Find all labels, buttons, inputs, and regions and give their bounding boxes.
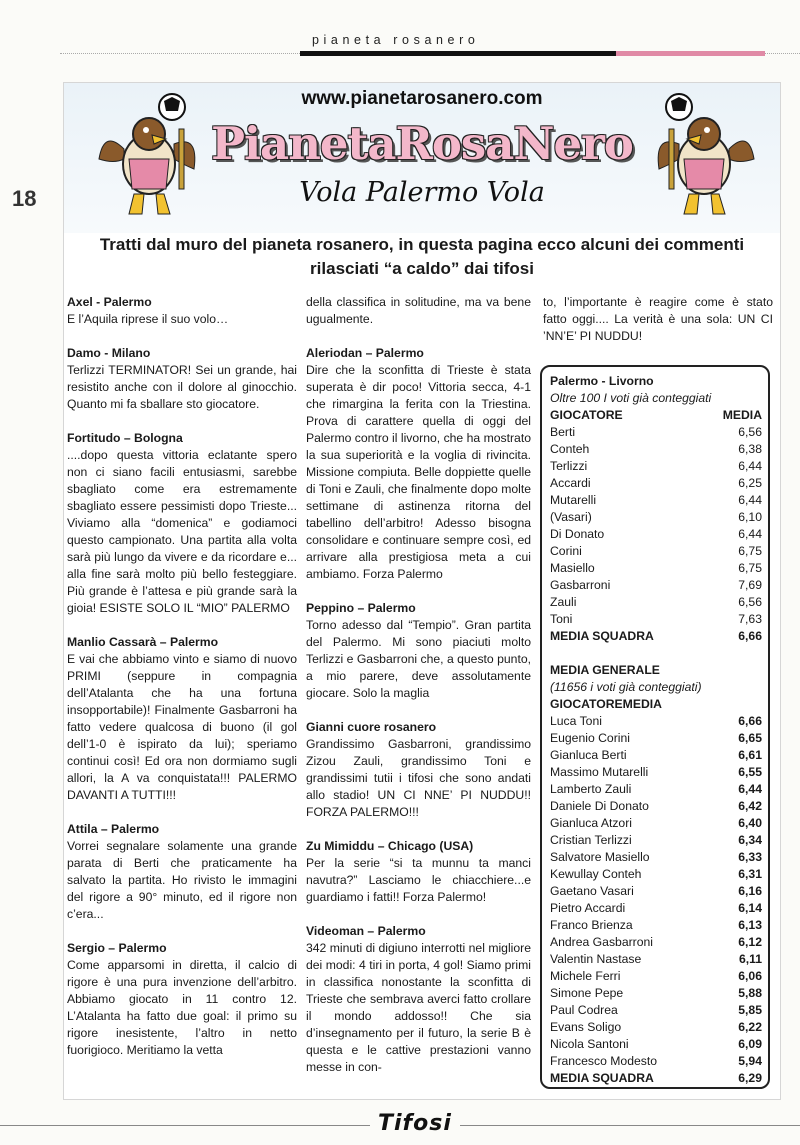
player-name: Accardi <box>550 476 591 490</box>
player-name: Michele Ferri <box>550 969 621 983</box>
comment-author: Axel - Palermo <box>67 295 152 309</box>
rating-row <box>550 713 762 730</box>
rating-row <box>550 509 762 526</box>
player-name: Gaetano Vasari <box>550 884 634 898</box>
article-panel <box>63 82 781 1100</box>
eagle-mascot-icon <box>94 89 204 224</box>
player-name: Masiello <box>550 561 595 575</box>
player-rating: 6,61 <box>738 748 762 762</box>
comment <box>306 719 531 821</box>
rating-row <box>550 1053 762 1070</box>
rating-row <box>550 883 762 900</box>
comment <box>543 294 773 345</box>
player-rating: 6,44 <box>738 527 762 541</box>
eagle-mascot-icon <box>649 89 759 224</box>
team-average-row <box>550 628 762 645</box>
comment <box>306 294 531 328</box>
rating-row <box>550 832 762 849</box>
comment-author: Peppino – Palermo <box>306 601 416 615</box>
player-rating: 6,11 <box>738 952 762 966</box>
player-name: Corini <box>550 544 582 558</box>
general-team-average-row <box>550 1070 762 1087</box>
player-rating: 6,75 <box>738 561 762 575</box>
ratings-header <box>550 407 762 424</box>
average-column-header: MEDIA <box>722 408 762 422</box>
comment-author: Attila – Palermo <box>67 822 160 836</box>
comments-column-3 <box>543 294 773 362</box>
match-title: Palermo - Livorno <box>550 374 654 388</box>
player-rating: 6,56 <box>738 595 762 609</box>
comment <box>67 294 297 328</box>
rating-row <box>550 611 762 628</box>
rating-row <box>550 934 762 951</box>
player-rating: 6,65 <box>738 731 762 745</box>
comment-text: Come apparsomi in diretta, il calcio di rigore è una pura invenzione dell’arbitro. Abbiamo giocato in 11 contro 12. L’Atalanta ha fatto due goal: il primo su rigore inesistente, l’altro in netto fuorigioco. Meritiamo la vetta <box>67 958 297 1057</box>
comment-author: Fortitudo – Bologna <box>67 431 183 445</box>
player-name: Franco Brienza <box>550 918 633 932</box>
comment-text: Vorrei segnalare solamente una grande parata di Berti che praticamente ha salvato la partita. Ho rivisto le immagini del rigore a 90° minuto, ed il rigore non c’era... <box>67 839 297 921</box>
player-rating: 6,12 <box>738 935 762 949</box>
player-rating: 6,16 <box>738 884 762 898</box>
player-name: Simone Pepe <box>550 986 624 1000</box>
logo-text: PianetaRosaNero <box>211 117 633 170</box>
team-average-value: 6,66 <box>738 629 762 643</box>
player-rating: 5,85 <box>738 1003 762 1017</box>
comment-author: Zu Mimiddu – Chicago (USA) <box>306 839 474 853</box>
rating-row <box>550 560 762 577</box>
match-ratings-list <box>550 424 762 628</box>
player-rating: 6,34 <box>738 833 762 847</box>
player-name: Zauli <box>550 595 577 609</box>
player-column-header: GIOCATORE <box>550 408 623 422</box>
player-name: Evans Soligo <box>550 1020 622 1034</box>
player-rating: 6,09 <box>738 1037 762 1051</box>
header-rule <box>300 51 765 56</box>
player-rating: 6,13 <box>738 918 762 932</box>
player-name: Kewullay Conteh <box>550 867 642 881</box>
player-name: Gasbarroni <box>550 578 611 592</box>
rating-row <box>550 730 762 747</box>
rating-row <box>550 526 762 543</box>
general-header: GIOCATOREMEDIA <box>550 697 662 711</box>
comment-text: Per la serie “si ta munnu ta manci navutra?” Lasciamo le chiacchiere...e guardiamo i fatti!! Forza Palermo! <box>306 856 531 904</box>
comments-column-2 <box>306 294 531 1093</box>
player-rating: 6,55 <box>738 765 762 779</box>
rating-row <box>550 577 762 594</box>
general-title: MEDIA GENERALE <box>550 663 660 677</box>
player-rating: 6,56 <box>738 425 762 439</box>
player-name: Andrea Gasbarroni <box>550 935 653 949</box>
player-rating: 6,14 <box>738 901 762 915</box>
player-rating: 6,40 <box>738 816 762 830</box>
general-ratings-list <box>550 713 762 1070</box>
player-name: (Vasari) <box>550 510 592 524</box>
player-rating: 6,44 <box>738 459 762 473</box>
comment <box>67 345 297 413</box>
comment <box>306 923 531 1076</box>
spacer <box>550 645 762 662</box>
rating-row <box>550 1036 762 1053</box>
comment-text: Terlizzi TERMINATOR! Sei un grande, hai resistito anche con il dolore al ginocchio. Quanto mi fa sballare sto giocatore. <box>67 363 297 411</box>
rating-row <box>550 475 762 492</box>
rating-row <box>550 968 762 985</box>
player-name: Paul Codrea <box>550 1003 618 1017</box>
player-rating: 6,10 <box>738 510 762 524</box>
rating-row <box>550 441 762 458</box>
player-rating: 6,31 <box>738 867 762 881</box>
comment-text: 342 minuti di digiuno interrotti nel migliore dei modi: 4 tiri in porta, 4 gol! Siamo primi in classifica nonostante la sconfitta di Trieste che sembrava averci fatto crollare il mondo addosso!! Che sia d’insegnamento per il futuro, la serie B è questa e le cattive prestazioni vanno messe in con- <box>306 941 531 1074</box>
player-rating: 7,69 <box>738 578 762 592</box>
player-name: Nicola Santoni <box>550 1037 629 1051</box>
player-name: Toni <box>550 612 573 626</box>
player-name: Pietro Accardi <box>550 901 626 915</box>
comment <box>67 821 297 923</box>
comment-text: ....dopo questa vittoria eclatante spero non ci siano facili entusiasmi, sarebbe sbagliato come era estremamente sbagliato essere pessimisti dopo Trieste... Viviamo alla “domenica” e godiamoci questo campionato. Una partita alla volta sarà più lungo da vivere e da ricordare e... alla fine sarà molto più bello festeggiare. Più grande è l’attesa e più grande sarà la gioia! ESISTE SOLO IL “MIO” PALERMO <box>67 448 297 615</box>
ratings-box <box>540 365 770 1089</box>
banner <box>64 83 780 233</box>
player-name: Luca Toni <box>550 714 602 728</box>
player-name: Di Donato <box>550 527 605 541</box>
comment-author: Sergio – Palermo <box>67 941 167 955</box>
rating-row <box>550 424 762 441</box>
intro-headline: Tratti dal muro del pianeta rosanero, in questa pagina ecco alcuni dei commenti rilasciati “a caldo” dai tifosi <box>99 235 745 278</box>
comment-text: Grandissimo Gasbarroni, grandissimo Zizou Zauli, grandissimo Toni e grandissimi tutii i tifosi che sono andati allo stadio! UN CI NNE’ PI NUDDU!! FORZA PALERMO!!! <box>306 737 531 819</box>
player-name: Gianluca Atzori <box>550 816 632 830</box>
player-name: Terlizzi <box>550 459 588 473</box>
team-average-label: MEDIA SQUADRA <box>550 629 654 643</box>
comment <box>67 940 297 1059</box>
rating-row <box>550 951 762 968</box>
player-rating: 6,22 <box>738 1020 762 1034</box>
comment-text: E l’Aquila riprese il suo volo… <box>67 312 229 326</box>
player-rating: 6,75 <box>738 544 762 558</box>
rating-row <box>550 985 762 1002</box>
player-rating: 6,38 <box>738 442 762 456</box>
comment-text: Dire che la sconfitta di Trieste è stata superata è dir poco! Vittoria secca, 4-1 che rimargina la ferita con la Triestina. Prova di carattere quella di oggi del Palermo contro il livorno, che ha mostrato la sua superiorità e la voglia di rivincita. Missione compiuta. Belle doppiette quelle di Toni e Zauli, che finalmente dopo molte settimane di astinenza ritorna del tabellino dell’arbitro! Adesso bisogna consolidare e continuare sempre così, ed arrivare alla prestigiosa meta a cui ambiamo. Forza Palermo <box>306 363 531 581</box>
player-rating: 5,88 <box>738 986 762 1000</box>
comment-text: Torno adesso dal “Tempio”. Gran partita del Palermo. Mi sono piaciuti molto Terlizzi e Gasbarroni che, a questo punto, a mio parere, deve assolutamente giocare. Solo la maglia <box>306 618 531 700</box>
player-rating: 6,66 <box>738 714 762 728</box>
player-rating: 6,44 <box>738 782 762 796</box>
player-name: Berti <box>550 425 576 439</box>
comments-column-1 <box>67 294 297 1076</box>
comment <box>306 600 531 702</box>
rating-row <box>550 917 762 934</box>
player-name: Eugenio Corini <box>550 731 630 745</box>
rating-row <box>550 594 762 611</box>
player-name: Conteh <box>550 442 590 456</box>
player-name: Francesco Modesto <box>550 1054 658 1068</box>
rating-row <box>550 1019 762 1036</box>
player-rating: 6,42 <box>738 799 762 813</box>
rating-row <box>550 543 762 560</box>
general-team-average-label: MEDIA SQUADRA <box>550 1071 654 1085</box>
rating-row <box>550 866 762 883</box>
comment-author: Videoman – Palermo <box>306 924 426 938</box>
player-rating: 7,63 <box>738 612 762 626</box>
comment-author: Damo - Milano <box>67 346 151 360</box>
section-header: pianeta rosanero <box>312 33 480 47</box>
comment-author: Gianni cuore rosanero <box>306 720 437 734</box>
rating-row <box>550 747 762 764</box>
rating-row <box>550 849 762 866</box>
player-rating: 6,06 <box>738 969 762 983</box>
comment <box>67 634 297 804</box>
comment-author: Manlio Cassarà – Palermo <box>67 635 219 649</box>
player-name: Lamberto Zauli <box>550 782 632 796</box>
page-number: 18 <box>12 186 37 211</box>
rating-row <box>550 900 762 917</box>
player-name: Valentin Nastase <box>550 952 642 966</box>
rating-row <box>550 815 762 832</box>
player-rating: 6,25 <box>738 476 762 490</box>
player-name: Mutarelli <box>550 493 597 507</box>
rating-row <box>550 458 762 475</box>
player-rating: 6,33 <box>738 850 762 864</box>
tagline: Vola Palermo Vola <box>299 177 545 208</box>
player-name: Massimo Mutarelli <box>550 765 649 779</box>
rating-row <box>550 781 762 798</box>
player-name: Cristian Terlizzi <box>550 833 632 847</box>
player-name: Salvatore Masiello <box>550 850 650 864</box>
player-rating: 6,44 <box>738 493 762 507</box>
rating-row <box>550 764 762 781</box>
comment-text: E vai che abbiamo vinto e siamo di nuovo PRIMI (seppure in compagnia dell’Atalanta che ha una fortuna insopportabile)! Finalmente Gasbarroni ha fatto vedere qualcosa di buono (il gol dell’1-0 è ispirato da lui); speriamo continui così! Ed ora non dormiamo sugli allori, la A va conquistata!!! PALERMO DAVANTI A TUTTI!!! <box>67 652 297 802</box>
footer-logo: Tifosi <box>370 1111 460 1136</box>
general-team-average-value: 6,29 <box>738 1071 762 1085</box>
player-rating: 5,94 <box>738 1054 762 1068</box>
player-name: Daniele Di Donato <box>550 799 649 813</box>
comment-text: to, l’importante è reagire come è stato fatto oggi.... La verità è una sola: UN CI ’NN’E’ PI NUDDU! <box>543 295 773 343</box>
rating-row <box>550 492 762 509</box>
general-subtitle: (11656 i voti già conteggiati) <box>550 680 702 694</box>
player-name: Gianluca Berti <box>550 748 627 762</box>
site-url[interactable]: www.pianetarosanero.com <box>301 88 543 109</box>
comment <box>306 838 531 906</box>
rating-row <box>550 1002 762 1019</box>
comment <box>67 430 297 617</box>
comment-text: della classifica in solitudine, ma va bene ugualmente. <box>306 295 531 326</box>
rating-row <box>550 798 762 815</box>
comment <box>306 345 531 583</box>
comment-author: Aleriodan – Palermo <box>306 346 424 360</box>
match-subtitle: Oltre 100 I voti già conteggiati <box>550 391 712 405</box>
